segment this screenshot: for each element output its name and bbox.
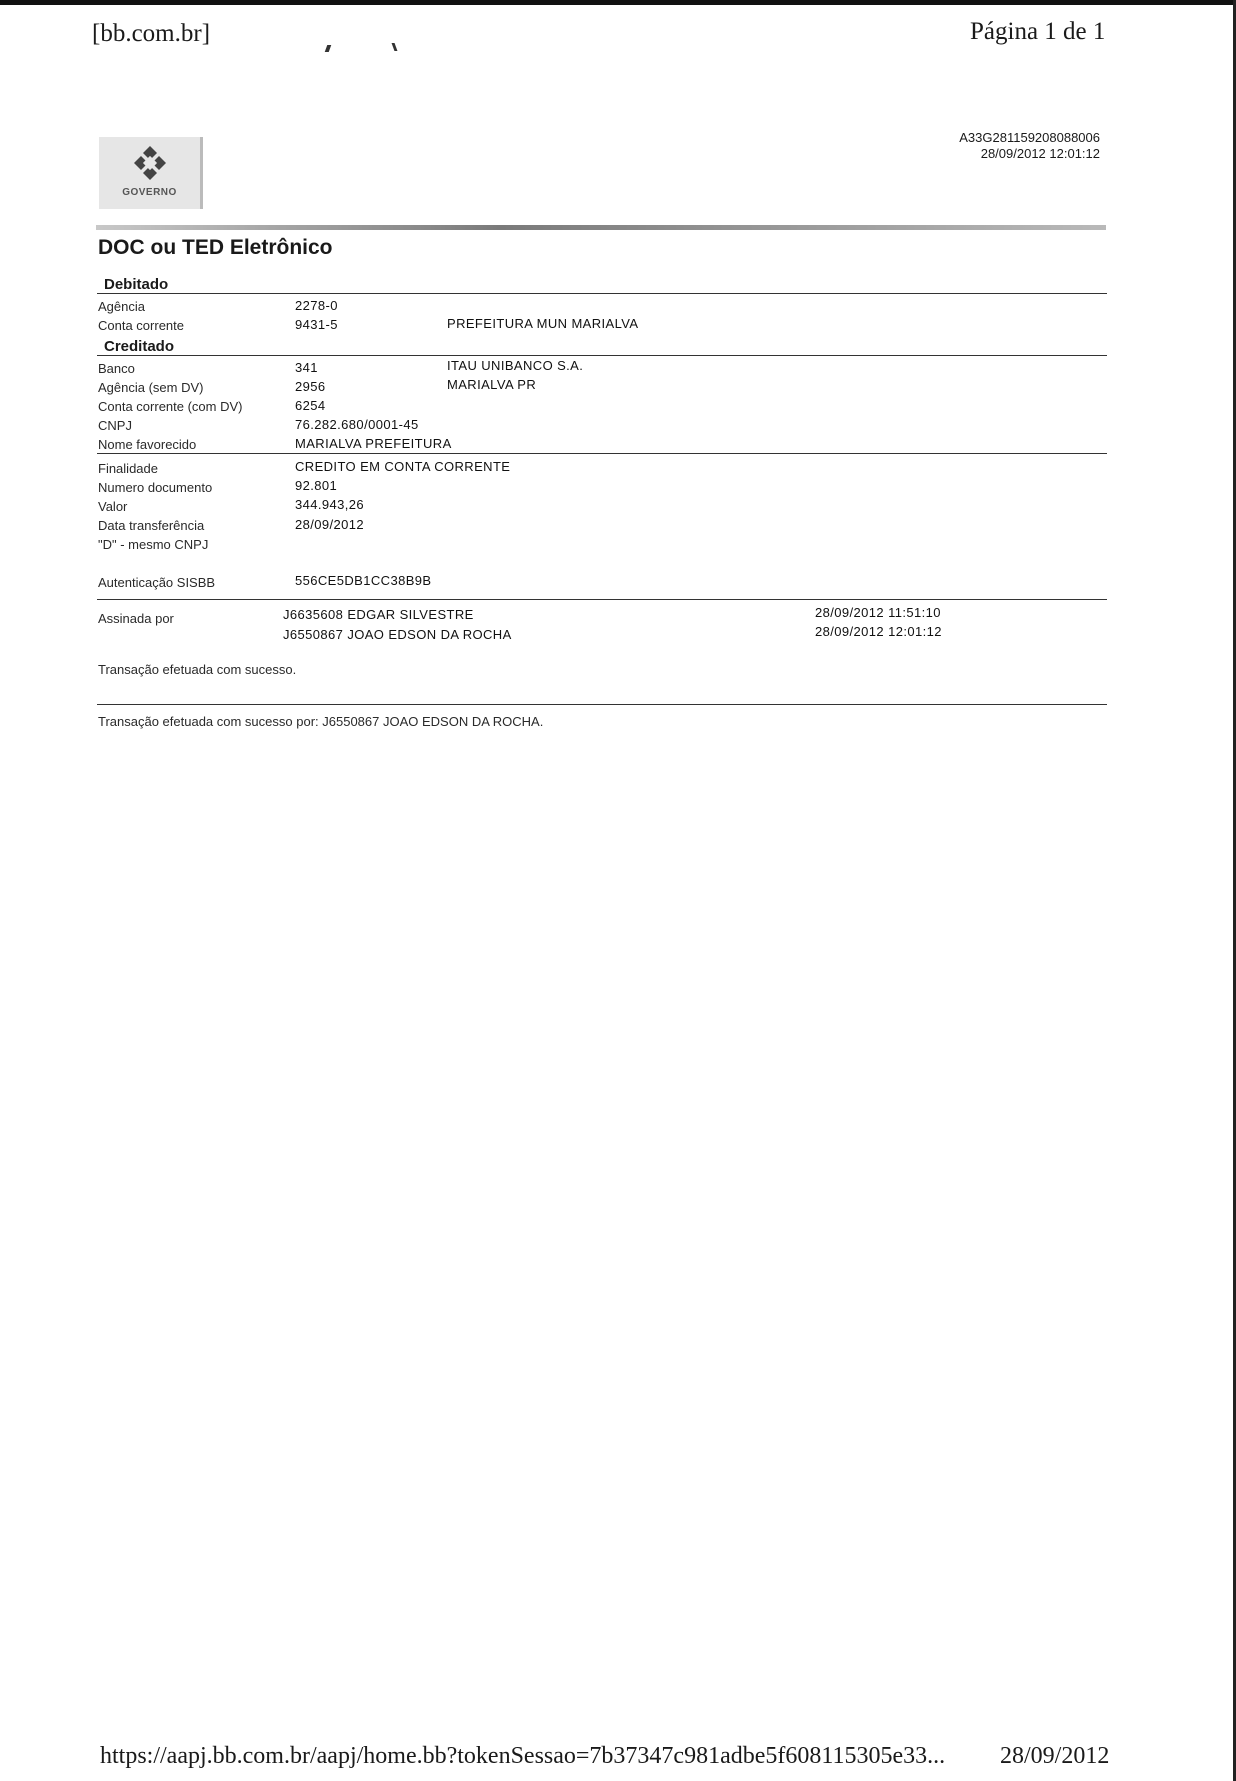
site-header[interactable]: [bb.com.br] [92, 20, 211, 47]
signer-name: J6635608 EDGAR SILVESTRE [283, 607, 474, 622]
divider [97, 453, 1107, 454]
scan-top-edge [0, 0, 1236, 5]
banco-do-brasil-logo-icon [131, 144, 169, 182]
bank-logo [99, 137, 203, 209]
divider [97, 704, 1107, 705]
credit-agencia-city: MARIALVA PR [447, 377, 537, 392]
signer-name: J6550867 JOAO EDSON DA ROCHA [283, 627, 512, 642]
assinada-por-label: Assinada por [98, 611, 174, 626]
finalidade-label: Finalidade [98, 461, 158, 476]
credit-banco-name: ITAU UNIBANCO S.A. [447, 358, 584, 373]
numero-documento-value: 92.801 [295, 478, 338, 493]
autenticacao-label: Autenticação SISBB [98, 575, 216, 590]
credit-agencia-label: Agência (sem DV) [98, 380, 204, 395]
signer-datetime: 28/09/2012 11:51:10 [815, 605, 941, 620]
logo-text: GOVERNO [122, 187, 177, 198]
divider [97, 293, 1107, 294]
scan-speck [392, 43, 398, 51]
data-transferencia-label: Data transferência [98, 518, 205, 533]
footer-date: 28/09/2012 [1000, 1743, 1110, 1769]
section-debitado-heading: Debitado [104, 276, 169, 293]
debit-conta-label: Conta corrente [98, 318, 184, 333]
section-creditado-heading: Creditado [104, 338, 175, 355]
debit-conta-holder: PREFEITURA MUN MARIALVA [447, 316, 639, 331]
divider [97, 599, 1107, 600]
status-message: Transação efetuada com sucesso. [98, 662, 297, 677]
credit-banco-value: 341 [295, 360, 318, 375]
page-indicator: Página 1 de 1 [970, 18, 1106, 45]
header-band [96, 225, 1106, 230]
credit-favorecido-value: MARIALVA PREFEITURA [295, 436, 452, 451]
scan-speck [325, 45, 332, 52]
credit-cnpj-label: CNPJ [98, 418, 132, 433]
footer-url[interactable]: https://aapj.bb.com.br/aapj/home.bb?tokenSessao=7b37347c981adbe5f608115305e33... [100, 1743, 946, 1769]
page-title: DOC ou TED Eletrônico [98, 236, 333, 259]
valor-value: 344.943,26 [295, 497, 365, 512]
debit-agencia-label: Agência [98, 299, 145, 314]
divider [97, 355, 1107, 356]
credit-conta-value: 6254 [295, 398, 326, 413]
status-by-message: Transação efetuada com sucesso por: J6550867 JOAO EDSON DA ROCHA. [98, 714, 544, 729]
autenticacao-value: 556CE5DB1CC38B9B [295, 573, 432, 588]
credit-favorecido-label: Nome favorecido [98, 437, 197, 452]
transaction-meta [946, 130, 1100, 162]
debit-conta-value: 9431-5 [295, 317, 338, 332]
numero-documento-label: Numero documento [98, 480, 213, 495]
mesmo-cnpj-label: "D" - mesmo CNPJ [98, 537, 209, 552]
credit-banco-label: Banco [98, 361, 135, 376]
debit-agencia-value: 2278-0 [295, 298, 338, 313]
transaction-timestamp: 28/09/2012 12:01:12 [980, 146, 1100, 161]
valor-label: Valor [98, 499, 128, 514]
finalidade-value: CREDITO EM CONTA CORRENTE [295, 459, 511, 474]
credit-cnpj-value: 76.282.680/0001-45 [295, 417, 419, 432]
credit-agencia-value: 2956 [295, 379, 326, 394]
signer-datetime: 28/09/2012 12:01:12 [815, 624, 942, 639]
transaction-id: A33G281159208088006 [959, 130, 1100, 145]
data-transferencia-value: 28/09/2012 [295, 517, 365, 532]
credit-conta-label: Conta corrente (com DV) [98, 399, 243, 414]
